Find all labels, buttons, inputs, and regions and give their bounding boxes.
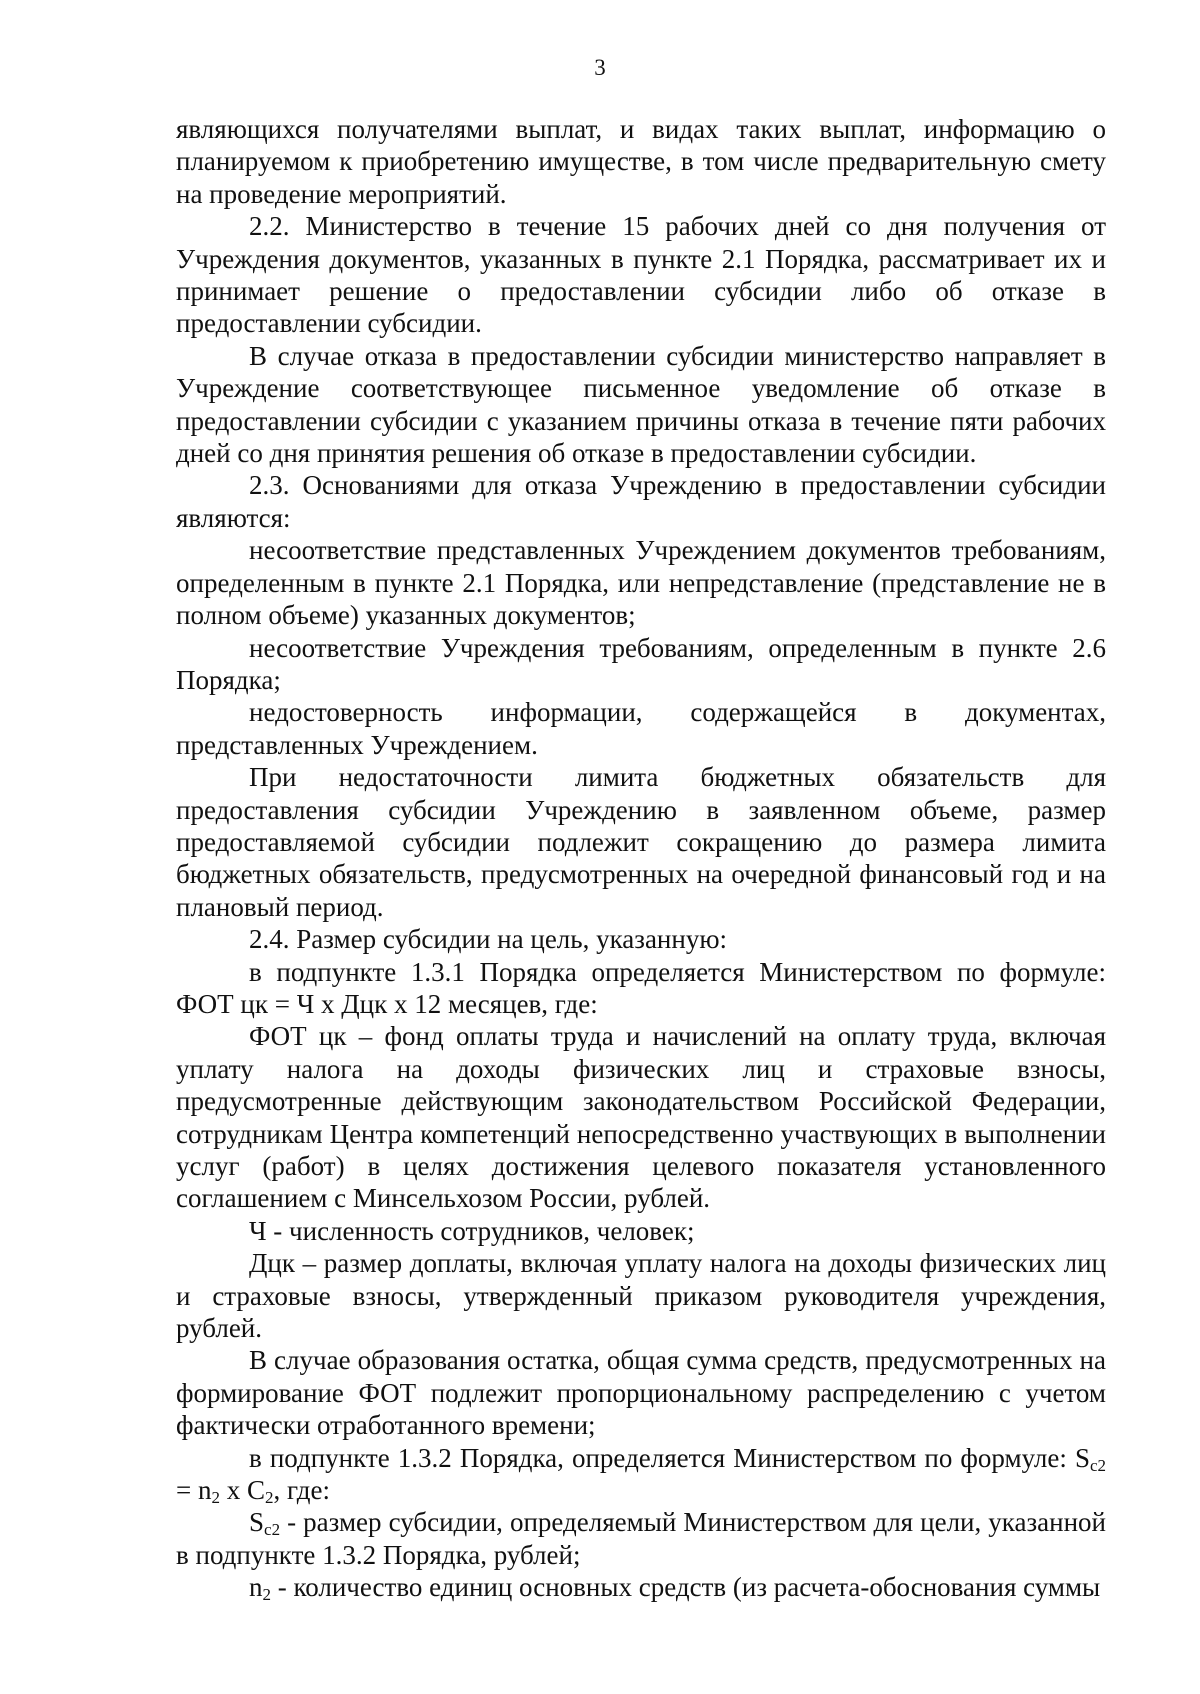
formula-s-base: S bbox=[1074, 1442, 1090, 1473]
definition-paragraph bbox=[176, 1571, 1106, 1603]
formula-paragraph bbox=[176, 1442, 1106, 1507]
definition-paragraph: Дцк – размер доплаты, включая уплату налога на доходы физических лиц и страховые взносы, утвержденный приказом руководителя учреждения, рублей. bbox=[176, 1248, 1106, 1344]
paragraph-2-2: 2.2. Министерство в течение 15 рабочих дней со дня получения от Учреждения документов, указанных в пункте 2.1 Порядка, рассматривает их и принимает решение о предоставлении субсидии либо об отказе в предоставлении субсидии. bbox=[176, 211, 1106, 339]
formula-c-sub: 2 bbox=[265, 1488, 274, 1508]
paragraph: В случае образования остатка, общая сумма средств, предусмотренных на формирование ФОТ подлежит пропорциональному распределению с учетом фактически отработанного времени; bbox=[176, 1345, 1106, 1441]
formula-times: x bbox=[219, 1475, 247, 1506]
document-body bbox=[176, 113, 1106, 1604]
paragraph: В случае отказа в предоставлении субсидии министерство направляет в Учреждение соответствующее письменное уведомление об отказе в предоставлении субсидии с указанием причины отказа в течение пяти рабочих дней со дня принятия решения об отказе в предоставлении субсидии. bbox=[176, 340, 1106, 469]
definition-paragraph bbox=[176, 1506, 1106, 1571]
paragraph-2-4: 2.4. Размер субсидии на цель, указанную: bbox=[249, 924, 727, 955]
formula-n-base: n bbox=[197, 1475, 212, 1506]
definition-paragraph: ФОТ цк – фонд оплаты труда и начислений на оплату труда, включая уплату налога на доходы физических лиц и страховые взносы, предусмотренные действующим законодательством Российской Федерации, сотрудникам Центра компетенций непосредственно участвующих в выполнении услуг (работ) в целях достижения целевого показателя установленного соглашением с Минсельхозом России, рублей. bbox=[176, 1021, 1106, 1214]
list-item: несоответствие Учреждения требованиям, определенным в пункте 2.6 Порядка; bbox=[176, 632, 1106, 695]
symbol-s-sub: c2 bbox=[264, 1520, 281, 1540]
definition-text: - количество единиц основных средств (из расчета-обоснования суммы bbox=[271, 1572, 1101, 1603]
formula-n-sub: 2 bbox=[211, 1488, 220, 1508]
page-number: 3 bbox=[594, 55, 606, 80]
formula-c-base: C bbox=[246, 1475, 265, 1506]
list-item: несоответствие представленных Учреждением документов требованиям, определенным в пункте 2.1 Порядка, или непредставление (представление не в полном объеме) указанных документов; bbox=[176, 535, 1106, 631]
formula-paragraph: в подпункте 1.3.1 Порядка определяется Министерством по формуле: ФОТ цк = Ч х Дцк х 12 месяцев, где: bbox=[176, 956, 1106, 1019]
definition-text: - размер субсидии, определяемый Министерством для цели, указанной в подпункте 1.3.2 Порядка, рублей; bbox=[176, 1507, 1106, 1570]
symbol-s-base: S bbox=[249, 1507, 265, 1538]
symbol-n-base: n bbox=[249, 1572, 263, 1603]
paragraph-2-3: 2.3. Основаниями для отказа Учреждению в предоставлении субсидии являются: bbox=[176, 470, 1106, 533]
formula-tail: , где: bbox=[273, 1475, 330, 1506]
list-item: недостоверность информации, содержащейся в документах, представленных Учреждением. bbox=[176, 697, 1106, 760]
paragraph: При недостаточности лимита бюджетных обязательств для предоставления субсидии Учреждению в заявленном объеме, размер предоставляемой субсидии подлежит сокращению до размера лимита бюджетных обязательств, предусмотренных на очередной финансовый год и на плановый период. bbox=[176, 762, 1106, 922]
formula-s-sub: c2 bbox=[1089, 1455, 1107, 1475]
formula-intro: в подпункте 1.3.2 Порядка, определяется Министерством по формуле: bbox=[249, 1442, 1067, 1473]
definition-paragraph: Ч - численность сотрудников, человек; bbox=[249, 1215, 695, 1246]
symbol-n-sub: 2 bbox=[262, 1585, 271, 1605]
paragraph: являющихся получателями выплат, и видах таких выплат, информацию о планируемом к приобретению имуществе, в том числе предварительную смету на проведение мероприятий. bbox=[176, 114, 1106, 209]
formula-eq: = bbox=[176, 1475, 198, 1506]
